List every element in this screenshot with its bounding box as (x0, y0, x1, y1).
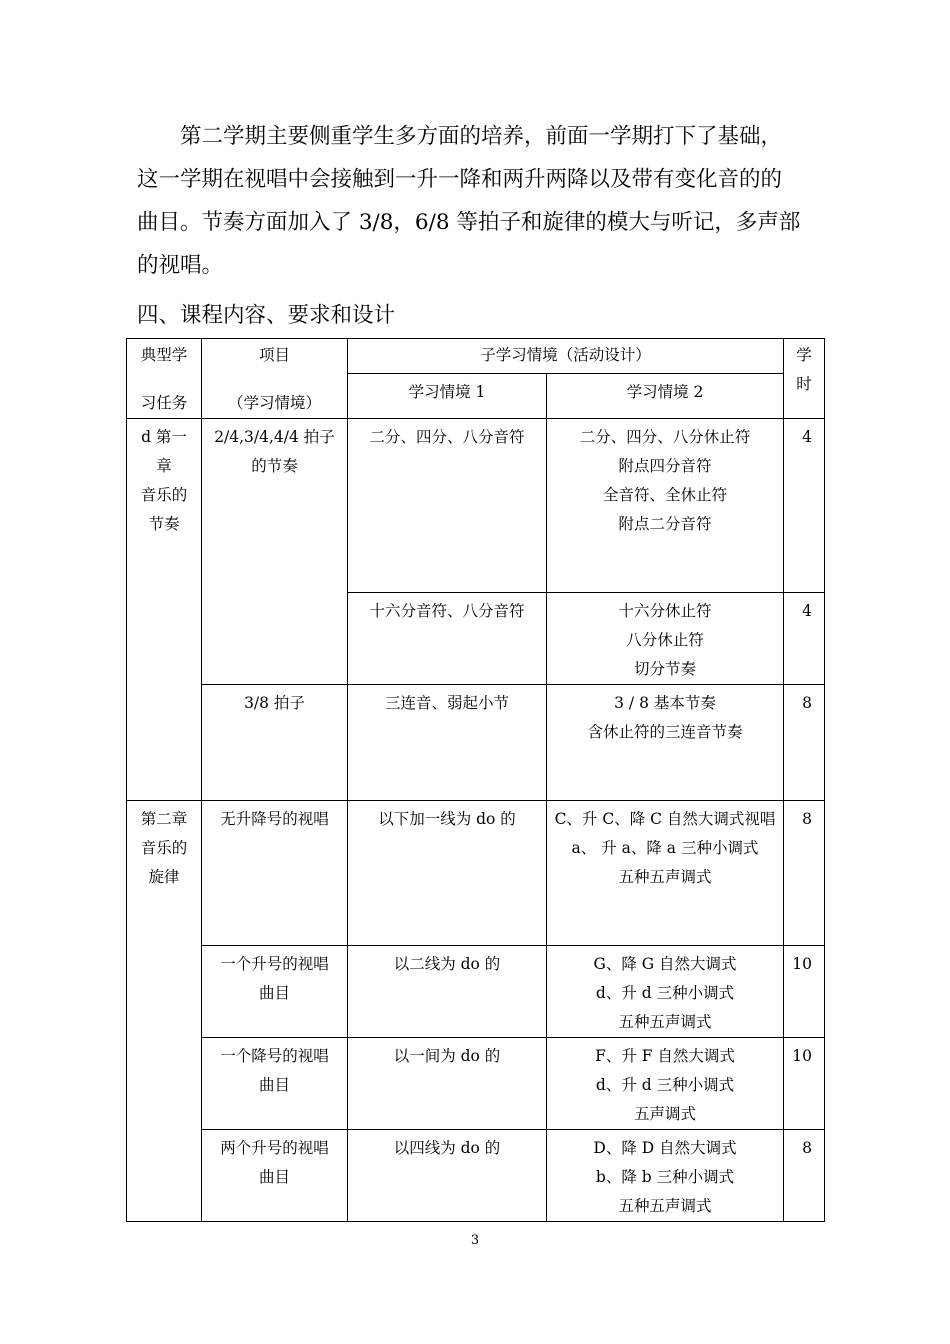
header-sub1: 学习情境 1 (348, 374, 547, 419)
hours-cell: 8 (784, 1130, 825, 1222)
project-cell: 一个降号的视唱 曲目 (202, 1038, 348, 1130)
course-content-table (126, 338, 825, 1222)
project-cell: 两个升号的视唱 曲目 (202, 1130, 348, 1222)
hours-cell: 10 (784, 946, 825, 1038)
sub1-cell: 以四线为 do 的 (348, 1130, 547, 1222)
hours-cell: 8 (784, 685, 825, 801)
header-sub-context: 子学习情境（活动设计） (348, 339, 784, 374)
intro-line: 第二学期主要侧重学生多方面的培养，前面一学期打下了基础， (180, 124, 783, 149)
sub1-cell: 三连音、弱起小节 (348, 685, 547, 801)
sub1-cell: 以一间为 do 的 (348, 1038, 547, 1130)
hours-cell: 8 (784, 801, 825, 946)
project-cell: 2/4,3/4,4/4 拍子 的节奏 (202, 419, 348, 685)
sub2-cell: 十六分休止符 八分休止符 切分节奏 (547, 593, 784, 685)
project-cell: 无升降号的视唱 (202, 801, 348, 946)
header-task: 典型学 习任务 (127, 339, 202, 419)
sub2-cell: 二分、四分、八分休止符 附点四分音符 全音符、全休止符 附点二分音符 (547, 419, 784, 593)
intro-paragraph (137, 115, 827, 287)
intro-line: 曲目。节奏方面加入了 3/8，6/8 等拍子和旋律的模大与听记，多声部 (137, 210, 801, 235)
intro-line: 的视唱。 (137, 253, 224, 278)
header-sub2: 学习情境 2 (547, 374, 784, 419)
header-hours: 学 时 (784, 339, 825, 419)
project-cell: 3/8 拍子 (202, 685, 348, 801)
sub2-cell: 3 / 8 基本节奏 含休止符的三连音节奏 (547, 685, 784, 801)
hours-cell: 4 (784, 419, 825, 593)
sub2-cell: C、升 C、降 C 自然大调式视唱 a、 升 a、降 a 三种小调式 五种五声调式 (547, 801, 784, 946)
section-heading: 四、课程内容、要求和设计 (137, 303, 396, 328)
hours-cell: 4 (784, 593, 825, 685)
sub1-cell: 十六分音符、八分音符 (348, 593, 547, 685)
sub1-cell: 以下加一线为 do 的 (348, 801, 547, 946)
project-cell: 一个升号的视唱 曲目 (202, 946, 348, 1038)
sub2-cell: G、降 G 自然大调式 d、升 d 三种小调式 五种五声调式 (547, 946, 784, 1038)
hours-cell: 10 (784, 1038, 825, 1130)
header-project: 项目 （学习情境） (202, 339, 348, 419)
chapter-2-cell: 第二章 音乐的 旋律 (127, 801, 202, 1222)
intro-line: 这一学期在视唱中会接触到一升一降和两升两降以及带有变化音的的 (137, 167, 783, 192)
sub1-cell: 以二线为 do 的 (348, 946, 547, 1038)
page-number: 3 (470, 1233, 480, 1248)
sub2-cell: F、升 F 自然大调式 d、升 d 三种小调式 五声调式 (547, 1038, 784, 1130)
chapter-1-cell: d 第一 章 音乐的 节奏 (127, 419, 202, 801)
sub1-cell: 二分、四分、八分音符 (348, 419, 547, 593)
sub2-cell: D、降 D 自然大调式 b、降 b 三种小调式 五种五声调式 (547, 1130, 784, 1222)
